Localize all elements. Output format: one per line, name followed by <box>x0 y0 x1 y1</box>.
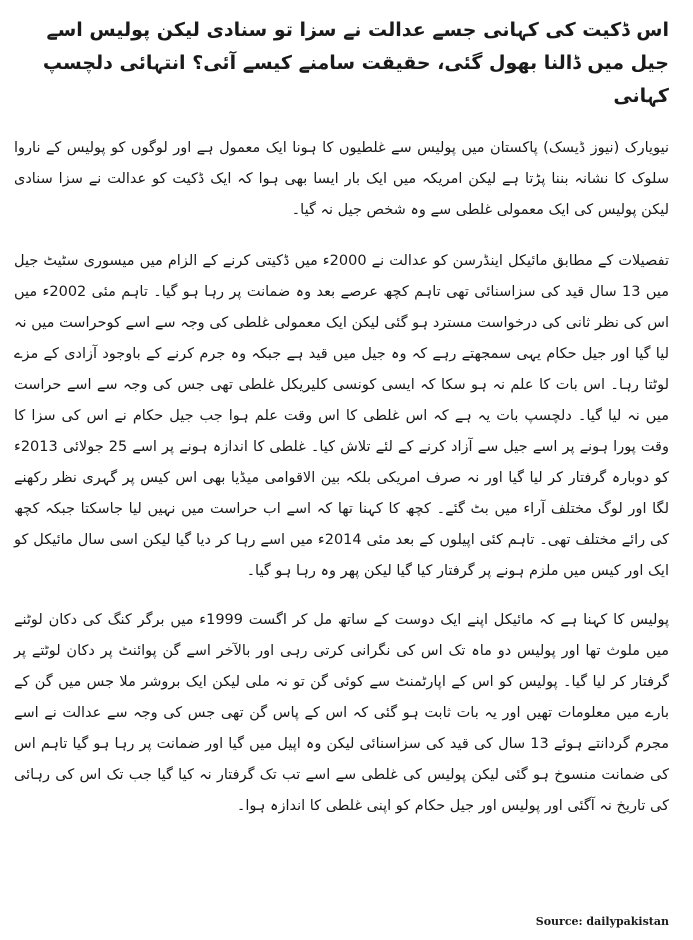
article-paragraph: نیویارک (نیوز ڈیسک) پاکستان میں پولیس سے غلطیوں کا ہونا ایک معمول ہے اور لوگوں کو پولیس کے ناروا سلوک کا نشانہ بننا پڑتا ہے لیکن امریکہ میں ایک بار ایسا بھی ہوا کہ ایک ڈکیت کو عدالت نے سزا سنادی لیکن پولیس کی ایک معمولی غلطی سے وہ شخص جیل نہ گیا۔ <box>14 140 669 218</box>
article-headline: اس ڈکیت کی کہانی جسے عدالت نے سزا تو سنادی لیکن پولیس اسے جیل میں ڈالنا بھول گئی، حقیقت سامنے کیسے آئی؟ انتہائی دلچسپ کہانی <box>42 19 669 107</box>
article-paragraph: تفصیلات کے مطابق مائیکل اینڈرسن کو عدالت نے 2000ء میں ڈکیتی کرنے کے الزام میں میسوری سٹیٹ جیل میں 13 سال قید کی سزاسنائی تھی تاہم کچھ عرصے بعد وہ ضمانت پر رہا ہو گیا۔ تاہم مئی 2002ء میں اس کی نظر ثانی کی درخواست مسترد ہو گئی لیکن ایک معمولی غلطی کی وجہ سے اسے کوحراست میں نہ لیا گیا اور جیل حکام یہی سمجھتے رہے کہ وہ جیل میں قید ہے جبکہ وہ جرم کرنے کے باوجود آزادی کے مزے لوٹتا رہا۔ اس بات کا علم نہ ہو سکا کہ ایسی کونسی کلیریکل غلطی تھی جس کی وجہ سے اسے حراست میں نہ لیا گیا۔ دلچسپ بات یہ ہے کہ اس غلطی کا اس وقت علم ہوا جب جیل حکام نے اس کی سزا کا وقت پورا ہونے پر اسے جیل سے آزاد کرنے کے لئے تلاش کیا۔ غلطی کا اندازہ ہونے پر اسے 25 جولائی 2013ء کو دوبارہ گرفتار کر لیا گیا اور نہ صرف امریکی بلکہ بین الاقوامی میڈیا بھی اس کیس پر گہری نظر رکھنے لگا اور لوگ مختلف آراء میں بٹ گئے۔ کچھ کا کہنا تھا کہ اسے اب حراست میں نہیں لیا جاسکتا جبکہ کچھ کی رائے مختلف تھی۔ تاہم کئی اپیلوں کے بعد مئی 2014ء میں اسے رہا کر دیا گیا لیکن اسی سال مائیکل کو ایک اور کیس میں ملزم ہونے پر گرفتار کیا گیا لیکن پھر وہ رہا ہو گیا۔ <box>14 253 670 579</box>
article-paragraph: پولیس کا کہنا ہے کہ مائیکل اپنے ایک دوست کے ساتھ مل کر اگست 1999ء میں برگر کنگ کی دکان لوٹنے میں ملوث تھا اور پولیس دو ماہ تک اس کی نگرانی کرتی رہی اور بالآخر اسے گن پوائنٹ پر دکان لوٹتے پر گرفتار کر لیا گیا۔ پولیس کو اس کے اپارٹمنٹ سے کوئی گن تو نہ ملی لیکن ایک بروشر ملا جس میں گن کے بارے میں معلومات تھیں اور یہ بات ثابت ہو گئی کہ اس کے پاس گن تھی جس کی وجہ سے عدالت نے اسے مجرم گردانتے ہوئے 13 سال کی قید کی سزاسنائی لیکن وہ اپیل میں گیا اور ضمانت پر رہا ہو گیا تاہم اس کی ضمانت منسوخ ہو گئی لیکن پولیس کی غلطی سے اسے تب تک گرفتار نہ کیا گیا جب تک اس کی رہائی کی تاریخ نہ آگئی اور پولیس اور جیل حکام کو اپنی غلطی کا اندازہ ہوا۔ <box>14 612 669 814</box>
source-credit: Source: dailypakistan <box>535 915 669 928</box>
